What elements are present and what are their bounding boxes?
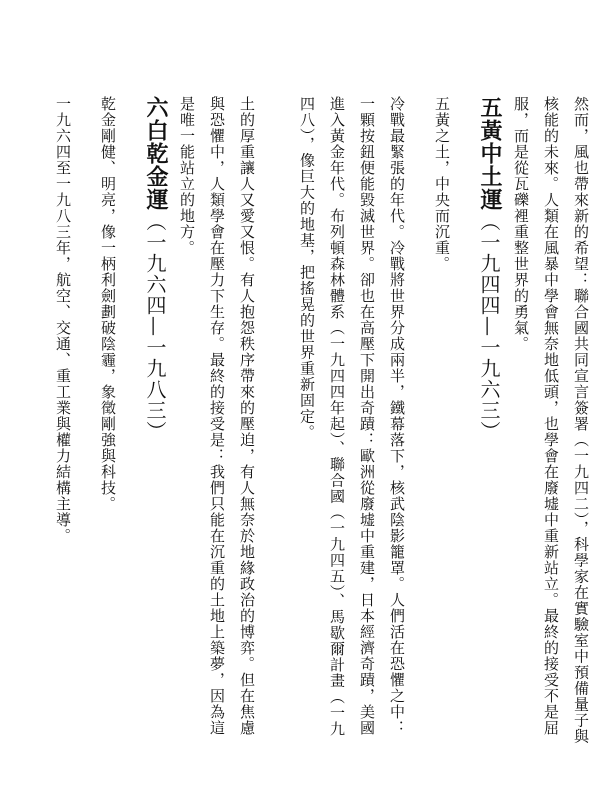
paragraph-qian-metal: 乾金剛健、明亮，像一柄利劍劃破陰霾，象徵剛強與科技。: [99, 96, 117, 512]
heading-title: 六白乾金運: [143, 96, 168, 211]
paragraph-five-yellow-intro: 五黃之土，中央而沉重。: [433, 96, 451, 272]
heading-period: （一九六四—一九八三）: [143, 211, 167, 442]
document-page: [48, 96, 590, 746]
paragraph-earth-weight: 土的厚重讓人又愛又恨。有人抱怨秩序帶來的壓迫，有人無奈於地緣政治的博弈。但在焦慮與恐懼中，人類學會在壓力下生存。最終的接受是：我們只能在沉重的土地上築夢，因為這是唯一能站立的地方。: [178, 96, 256, 736]
heading-title: 五黃中土運: [477, 96, 502, 211]
paragraph-cold-war: 冷戰最緊張的年代。冷戰將世界分成兩半，鐵幕落下，核武陰影籠罩。人們活在恐懼之中：一顆按鈕便能毀滅世界。卻也在高壓下開出奇蹟：歐洲從廢墟中重建，日本經濟奇蹟，美國進入黃金年代。布列頓森林體系（一九四四年起）、聯合國（一九四五）、馬歇爾計畫（一九四八），像巨大的地基，把搖晃的世界重新固定。: [298, 96, 406, 737]
heading-period: （一九四四—一九六三）: [477, 211, 501, 442]
vertical-text-body: [48, 96, 600, 746]
section-heading-six-white: [138, 96, 172, 746]
paragraph-wind-hope: 然而，風也帶來新的希望：聯合國共同宣言簽署（一九四二），科學家在實驗室中預備量子與核能的未來。人類在風暴中學會無奈地低頭，也學會在廢墟中重新站立。最終的接受不是屈服，而是從瓦礫裡重整世界的勇氣。: [512, 96, 590, 745]
paragraph-period-industry: 一九六四至一九八三年，航空、交通、重工業與權力結構主導。: [54, 96, 72, 544]
section-heading-five-yellow: [472, 96, 506, 746]
